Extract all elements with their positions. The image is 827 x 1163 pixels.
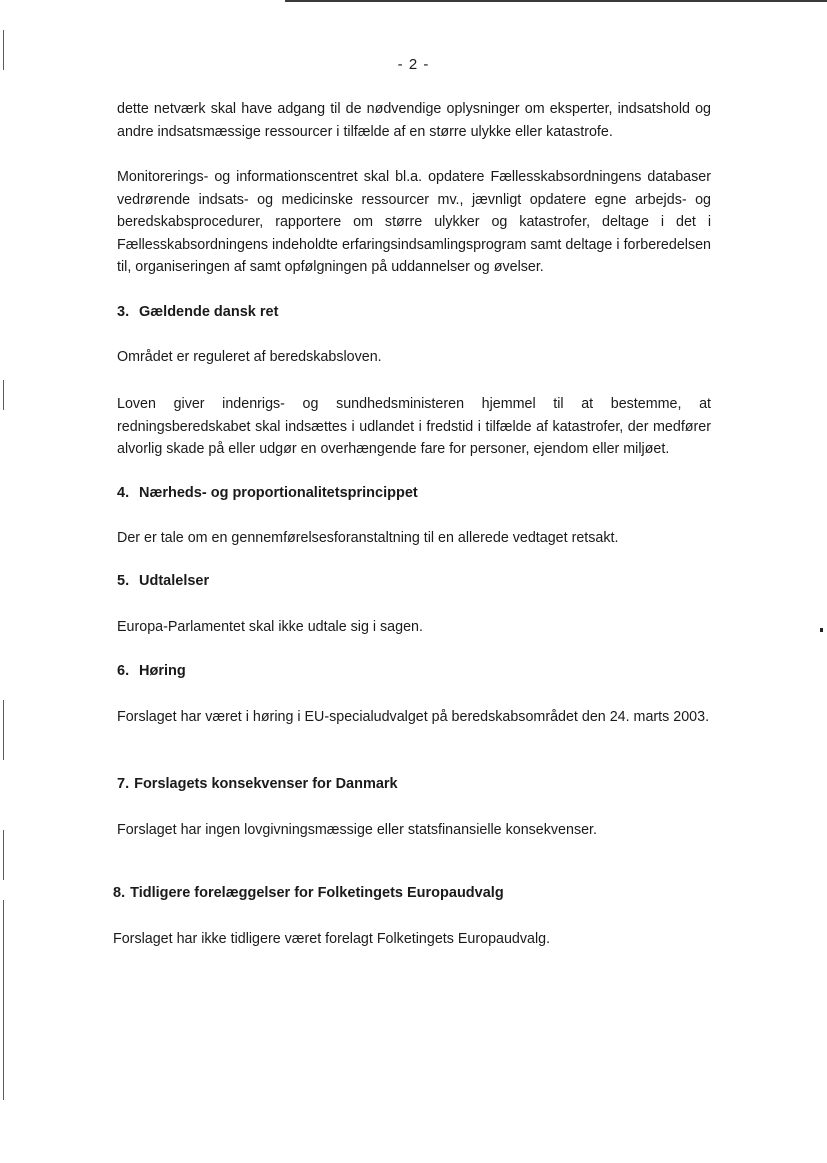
body-paragraph: dette netværk skal have adgang til de nødvendige oplysninger om eksperter, indsatshold og andre indsatsmæssige ressourcer i tilfælde af en større ulykke eller katastrofe. (117, 101, 711, 140)
body-paragraph: Forslaget har været i høring i EU-specialudvalget på beredskabsområdet den 24. marts 2003. (117, 709, 710, 725)
section-heading-3 (117, 302, 278, 322)
margin-speck (820, 628, 823, 632)
body-paragraph: Monitorerings- og informationscentret skal bl.a. opdatere Fællesskabsordningens databaser vedrørende indsats- og medicinske ressourcer mv., jævnligt opdatere egne arbejds- og beredskabsprocedurer, rapportere om større ulykker og katastrofer, deltage i det i Fællesskabsordningens indeholdte erfaringsindsamlingsprogram samt deltage i forberedelsen til, organiseringen af samt opfølgningen på uddannelser og øvelser. (117, 169, 711, 275)
section-title: Høring (139, 663, 186, 679)
section-title: Udtalelser (139, 573, 210, 589)
section-heading-4 (117, 483, 418, 503)
section-number: 4. (117, 485, 130, 501)
section-number: 8. (113, 885, 126, 901)
section-number: 3. (117, 304, 130, 320)
left-edge-mark (3, 900, 4, 1100)
section-number: 7. (117, 776, 130, 792)
body-paragraph: Området er reguleret af beredskabsloven. (117, 349, 382, 365)
section-heading-7 (117, 774, 398, 794)
section-heading-8 (113, 883, 504, 903)
body-paragraph: Loven giver indenrigs- og sundhedsministeren hjemmel til at bestemme, at redningsberedskabet skal indsættes i udlandet i fredstid i tilfælde af katastrofer, der medfører alvorlig skade på eller udgør en overhængende fare for personer, ejendom eller miljøet. (117, 396, 711, 457)
section-number: 5. (117, 573, 130, 589)
left-edge-mark (3, 700, 4, 760)
section-number: 6. (117, 663, 130, 679)
section-heading-5 (117, 571, 209, 591)
top-rule (285, 0, 827, 2)
body-paragraph: Der er tale om en gennemførelsesforanstaltning til en allerede vedtaget retsakt. (117, 530, 619, 546)
section-title: Nærheds- og proportionalitetsprincippet (139, 485, 418, 501)
body-paragraph: Europa-Parlamentet skal ikke udtale sig i sagen. (117, 619, 423, 635)
page-number: - 2 - (397, 56, 430, 73)
section-title: Tidligere forelæggelser for Folketingets Europaudvalg (130, 885, 504, 901)
section-heading-6 (117, 661, 186, 681)
section-title: Gældende dansk ret (139, 304, 279, 320)
section-title: Forslagets konsekvenser for Danmark (134, 776, 398, 792)
body-paragraph: Forslaget har ingen lovgivningsmæssige eller statsfinansielle konsekvenser. (117, 822, 597, 838)
body-paragraph: Forslaget har ikke tidligere været forelagt Folketingets Europaudvalg. (113, 931, 551, 947)
left-edge-mark (3, 380, 4, 410)
left-edge-mark (3, 830, 4, 880)
